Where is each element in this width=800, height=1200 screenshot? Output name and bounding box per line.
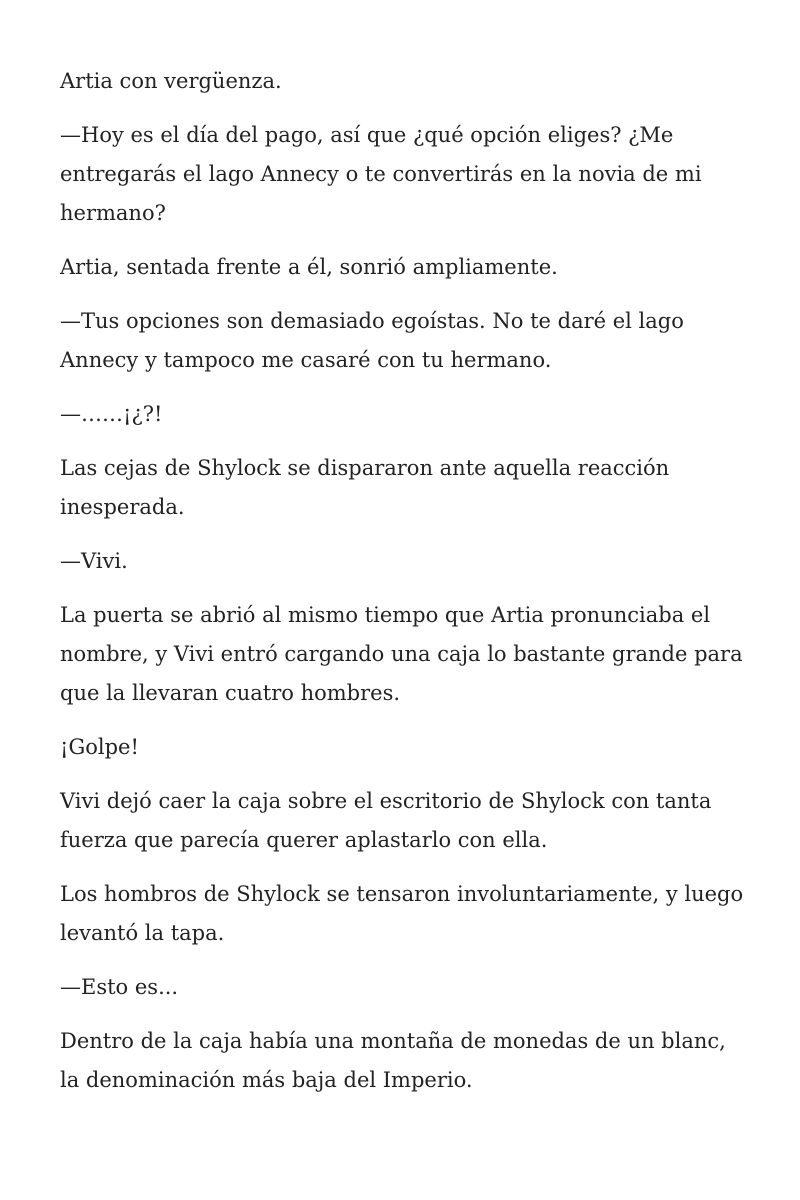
- document-page: [60, 62, 750, 1115]
- paragraph: Vivi dejó caer la caja sobre el escritorio de Shylock con tanta fuerza que parecía querer aplastarlo con ella.: [60, 789, 712, 852]
- paragraph: —……¡¿?!: [60, 402, 163, 426]
- paragraph: —Hoy es el día del pago, así que ¿qué opción eliges? ¿Me entregarás el lago Annecy o te convertirás en la novia de mi hermano?: [60, 123, 702, 225]
- paragraph: ¡Golpe!: [60, 735, 139, 759]
- paragraph: Artia con vergüenza.: [60, 69, 282, 93]
- paragraph: Las cejas de Shylock se dispararon ante aquella reacción inesperada.: [60, 456, 670, 519]
- paragraph: Los hombros de Shylock se tensaron involuntariamente, y luego levantó la tapa.: [60, 882, 744, 945]
- paragraph: La puerta se abrió al mismo tiempo que Artia pronunciaba el nombre, y Vivi entró cargando una caja lo bastante grande para que la llevaran cuatro hombres.: [60, 603, 743, 705]
- paragraph: Dentro de la caja había una montaña de monedas de un blanc, la denominación más baja del Imperio.: [60, 1029, 726, 1092]
- paragraph: —Esto es...: [60, 975, 179, 999]
- paragraph: —Tus opciones son demasiado egoístas. No te daré el lago Annecy y tampoco me casaré con tu hermano.: [60, 309, 684, 372]
- paragraph: —Vivi.: [60, 549, 128, 573]
- paragraph: Artia, sentada frente a él, sonrió ampliamente.: [60, 255, 558, 279]
